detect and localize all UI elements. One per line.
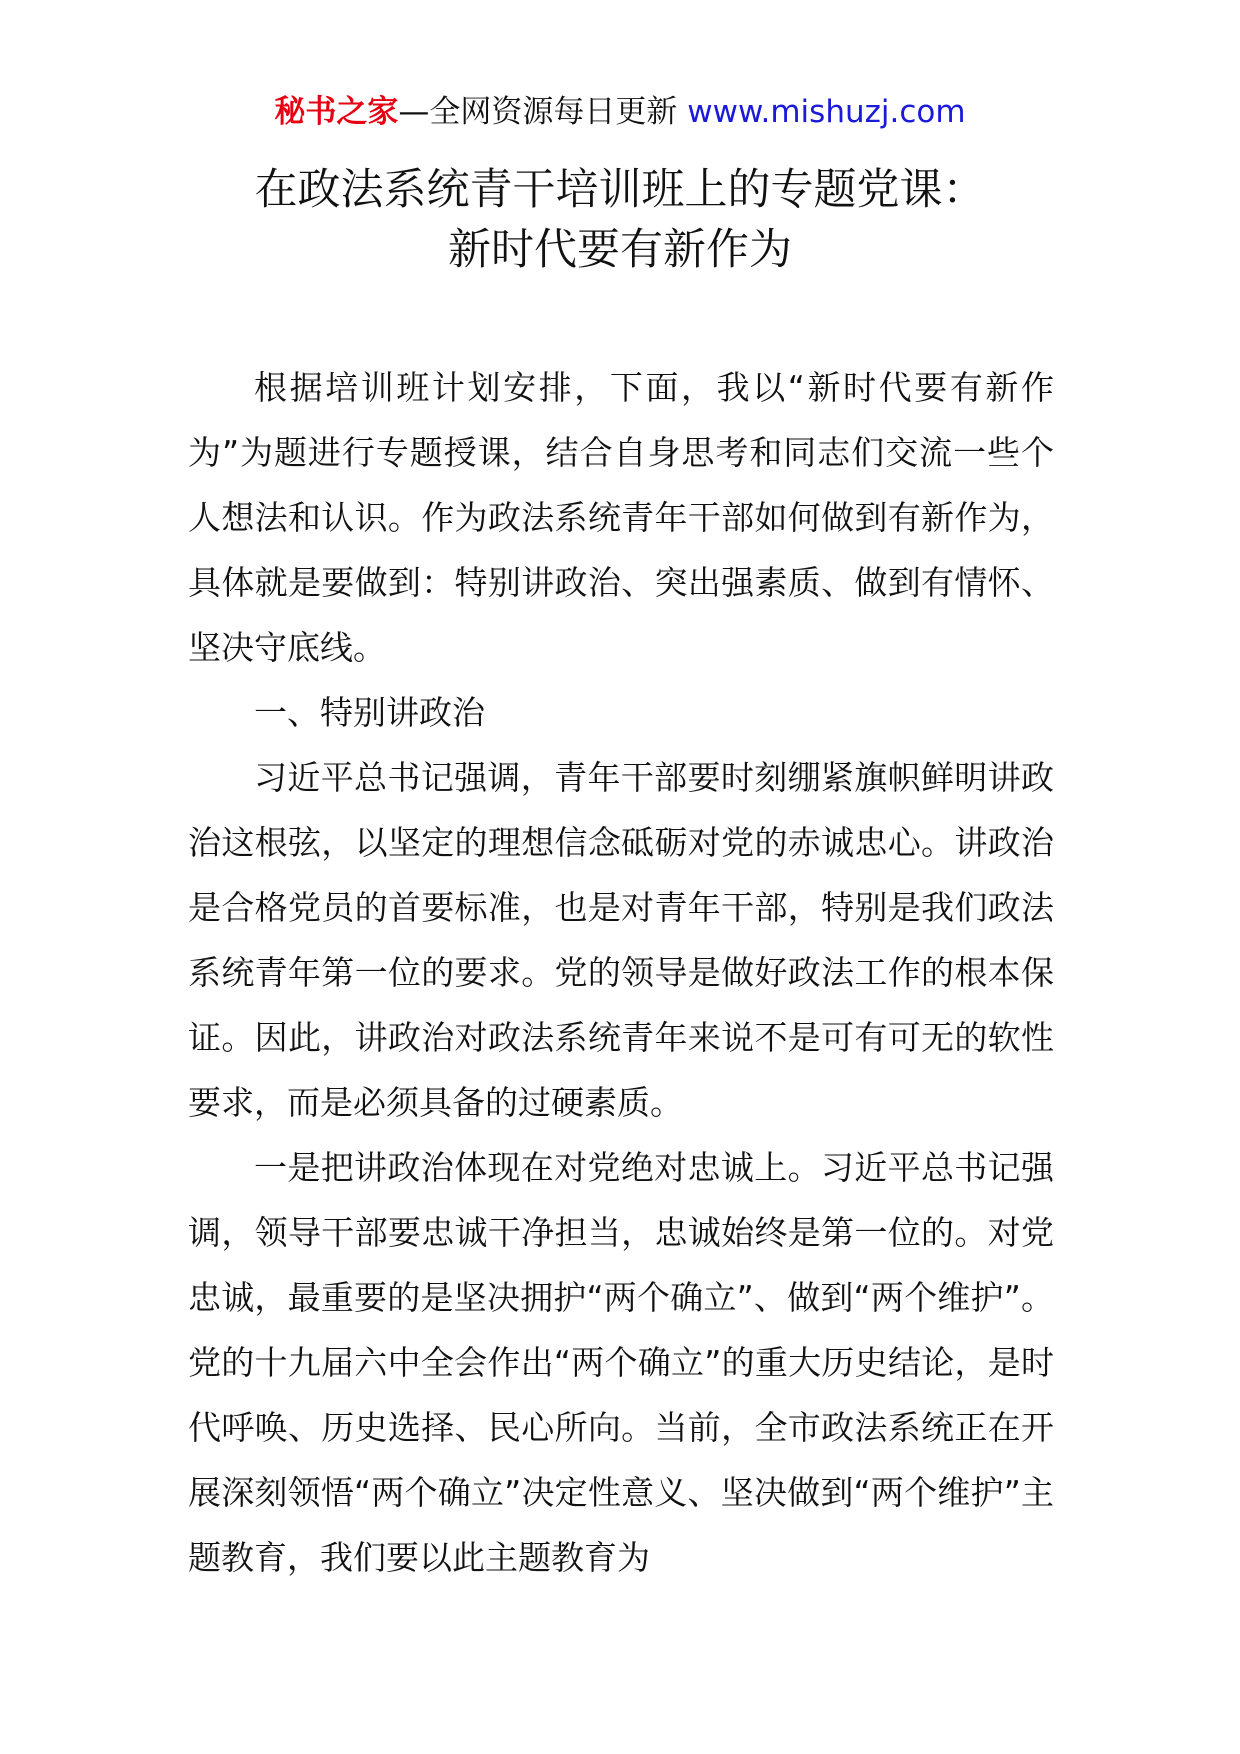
title-line-1: 在政法系统青干培训班上的专题党课： bbox=[254, 165, 986, 215]
document-body bbox=[188, 355, 1054, 1590]
body-paragraph: 习近平总书记强调，青年干部要时刻绷紧旗帜鲜明讲政治这根弦，以坚定的理想信念砥砺对党的赤诚忠心。讲政治是合格党员的首要标准，也是对青年干部，特别是我们政法系统青年第一位的要求。党的领导是做好政法工作的根本保证。因此，讲政治对政法系统青年来说不是可有可无的软性要求，而是必须具备的过硬素质。 bbox=[188, 758, 1054, 1122]
intro-paragraph: 根据培训班计划安排，下面，我以“新时代要有新作为”为题进行专题授课，结合自身思考和同志们交流一些个人想法和认识。作为政法系统青年干部如何做到有新作为，具体就是要做到：特别讲政治、突出强素质、做到有情怀、坚决守底线。 bbox=[188, 368, 1054, 667]
site-url-link[interactable]: www.mishuzj.com bbox=[687, 94, 966, 130]
section-heading: 一、特别讲政治 bbox=[254, 693, 485, 732]
body-paragraph: 一是把讲政治体现在对党绝对忠诚上。习近平总书记强调，领导干部要忠诚干净担当，忠诚始终是第一位的。对党忠诚，最重要的是坚决拥护“两个确立”、做到“两个维护”。党的十九届六中全会作出“两个确立”的重大历史结论，是时代呼唤、历史选择、民心所向。当前，全市政法系统正在开展深刻领悟“两个确立”决定性意义、坚决做到“两个维护”主题教育，我们要以此主题教育为 bbox=[188, 1148, 1054, 1577]
title-line-2: 新时代要有新作为 bbox=[448, 225, 792, 275]
brand-name: 秘书之家 bbox=[274, 94, 399, 130]
document-title bbox=[0, 160, 1240, 280]
site-header bbox=[0, 92, 1240, 132]
header-tagline: —全网资源每日更新 bbox=[398, 94, 688, 130]
